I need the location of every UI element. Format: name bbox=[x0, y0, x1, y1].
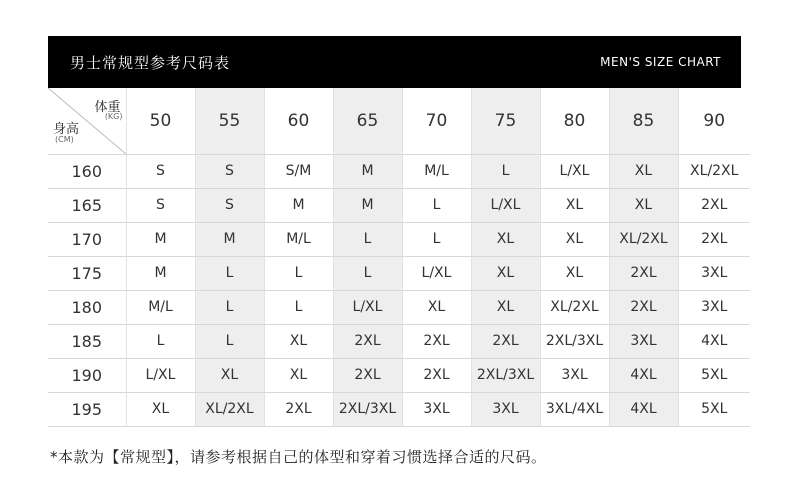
size-cell: L bbox=[264, 256, 333, 290]
size-cell: L bbox=[471, 154, 540, 188]
size-cell: 5XL bbox=[678, 358, 750, 392]
size-cell: 2XL bbox=[402, 324, 471, 358]
size-cell: M/L bbox=[264, 222, 333, 256]
size-cell: M bbox=[264, 188, 333, 222]
size-cell: M bbox=[333, 188, 402, 222]
weight-header-cell: 60 bbox=[264, 88, 333, 154]
weight-unit: (KG) bbox=[104, 112, 123, 121]
size-chart bbox=[48, 36, 741, 429]
size-cell: XL bbox=[471, 256, 540, 290]
size-cell: XL bbox=[264, 324, 333, 358]
size-cell: XL/2XL bbox=[540, 290, 609, 324]
size-cell: 2XL bbox=[333, 358, 402, 392]
table-row bbox=[48, 154, 750, 188]
height-unit: (CM) bbox=[55, 135, 74, 144]
size-cell: 2XL bbox=[264, 392, 333, 426]
size-cell: XL bbox=[264, 358, 333, 392]
size-cell: 3XL bbox=[471, 392, 540, 426]
table-row bbox=[48, 222, 750, 256]
size-cell: L bbox=[333, 256, 402, 290]
size-cell: 2XL/3XL bbox=[540, 324, 609, 358]
size-cell: L bbox=[126, 324, 195, 358]
size-cell: M bbox=[126, 222, 195, 256]
size-cell: L/XL bbox=[333, 290, 402, 324]
height-label: 身高 bbox=[53, 122, 80, 137]
size-cell: L bbox=[195, 290, 264, 324]
table-row bbox=[48, 324, 750, 358]
size-cell: M/L bbox=[126, 290, 195, 324]
size-cell: M/L bbox=[402, 154, 471, 188]
size-cell: 2XL bbox=[609, 290, 678, 324]
height-cell: 190 bbox=[48, 358, 126, 392]
weight-header-cell: 90 bbox=[678, 88, 750, 154]
size-cell: L bbox=[402, 188, 471, 222]
size-cell: 2XL bbox=[678, 222, 750, 256]
size-table bbox=[48, 88, 750, 427]
size-cell: S bbox=[195, 188, 264, 222]
table-row bbox=[48, 358, 750, 392]
weight-header-cell: 65 bbox=[333, 88, 402, 154]
size-cell: S bbox=[126, 188, 195, 222]
weight-header-cell: 75 bbox=[471, 88, 540, 154]
size-cell: L bbox=[195, 324, 264, 358]
size-cell: 3XL bbox=[540, 358, 609, 392]
size-cell: L bbox=[333, 222, 402, 256]
size-cell: XL bbox=[195, 358, 264, 392]
size-cell: 3XL bbox=[678, 290, 750, 324]
height-cell: 195 bbox=[48, 392, 126, 426]
size-cell: 2XL/3XL bbox=[333, 392, 402, 426]
size-cell: 2XL/3XL bbox=[471, 358, 540, 392]
size-cell: XL/2XL bbox=[609, 222, 678, 256]
size-cell: L/XL bbox=[126, 358, 195, 392]
table-row bbox=[48, 188, 750, 222]
weight-header-cell: 70 bbox=[402, 88, 471, 154]
size-cell: L bbox=[195, 256, 264, 290]
height-cell: 165 bbox=[48, 188, 126, 222]
size-cell: 3XL bbox=[609, 324, 678, 358]
size-cell: 4XL bbox=[609, 392, 678, 426]
size-cell: XL bbox=[540, 222, 609, 256]
chart-title: 男士常规型参考尺码表 bbox=[70, 53, 231, 72]
size-cell: XL bbox=[540, 256, 609, 290]
size-cell: XL bbox=[471, 222, 540, 256]
size-cell: M bbox=[333, 154, 402, 188]
size-cell: XL/2XL bbox=[195, 392, 264, 426]
size-cell: XL bbox=[609, 154, 678, 188]
chart-header bbox=[48, 36, 741, 88]
height-cell: 185 bbox=[48, 324, 126, 358]
size-cell: L/XL bbox=[540, 154, 609, 188]
weight-label: 体重 bbox=[94, 100, 121, 115]
size-cell: 2XL bbox=[678, 188, 750, 222]
size-cell: XL/2XL bbox=[678, 154, 750, 188]
size-cell: L/XL bbox=[471, 188, 540, 222]
weight-header-cell: 80 bbox=[540, 88, 609, 154]
weight-header-cell: 55 bbox=[195, 88, 264, 154]
table-row bbox=[48, 256, 750, 290]
size-cell: S bbox=[126, 154, 195, 188]
size-cell: 2XL bbox=[333, 324, 402, 358]
weight-header-cell: 85 bbox=[609, 88, 678, 154]
weight-header-row bbox=[48, 88, 750, 154]
footnote: *本款为【常规型】，请参考根据自己的体型和穿着习惯选择合适的尺码。 bbox=[50, 448, 547, 466]
height-cell: 160 bbox=[48, 154, 126, 188]
size-cell: S/M bbox=[264, 154, 333, 188]
size-cell: 2XL bbox=[402, 358, 471, 392]
size-cell: 4XL bbox=[609, 358, 678, 392]
size-cell: XL bbox=[540, 188, 609, 222]
size-cell: 3XL bbox=[402, 392, 471, 426]
weight-header-cell: 50 bbox=[126, 88, 195, 154]
size-cell: 3XL/4XL bbox=[540, 392, 609, 426]
size-cell: L bbox=[402, 222, 471, 256]
height-cell: 175 bbox=[48, 256, 126, 290]
table-row bbox=[48, 392, 750, 426]
size-table-body bbox=[48, 88, 750, 426]
height-cell: 170 bbox=[48, 222, 126, 256]
size-cell: XL bbox=[126, 392, 195, 426]
size-cell: 4XL bbox=[678, 324, 750, 358]
chart-title-en: MEN'S SIZE CHART bbox=[600, 55, 721, 69]
size-cell: 2XL bbox=[471, 324, 540, 358]
table-row bbox=[48, 290, 750, 324]
corner-cell bbox=[48, 88, 126, 154]
size-cell: M bbox=[195, 222, 264, 256]
height-cell: 180 bbox=[48, 290, 126, 324]
size-cell: L/XL bbox=[402, 256, 471, 290]
size-cell: M bbox=[126, 256, 195, 290]
size-cell: 5XL bbox=[678, 392, 750, 426]
size-cell: XL bbox=[609, 188, 678, 222]
size-cell: S bbox=[195, 154, 264, 188]
size-cell: 3XL bbox=[678, 256, 750, 290]
size-cell: XL bbox=[402, 290, 471, 324]
size-cell: 2XL bbox=[609, 256, 678, 290]
size-cell: XL bbox=[471, 290, 540, 324]
size-cell: L bbox=[264, 290, 333, 324]
